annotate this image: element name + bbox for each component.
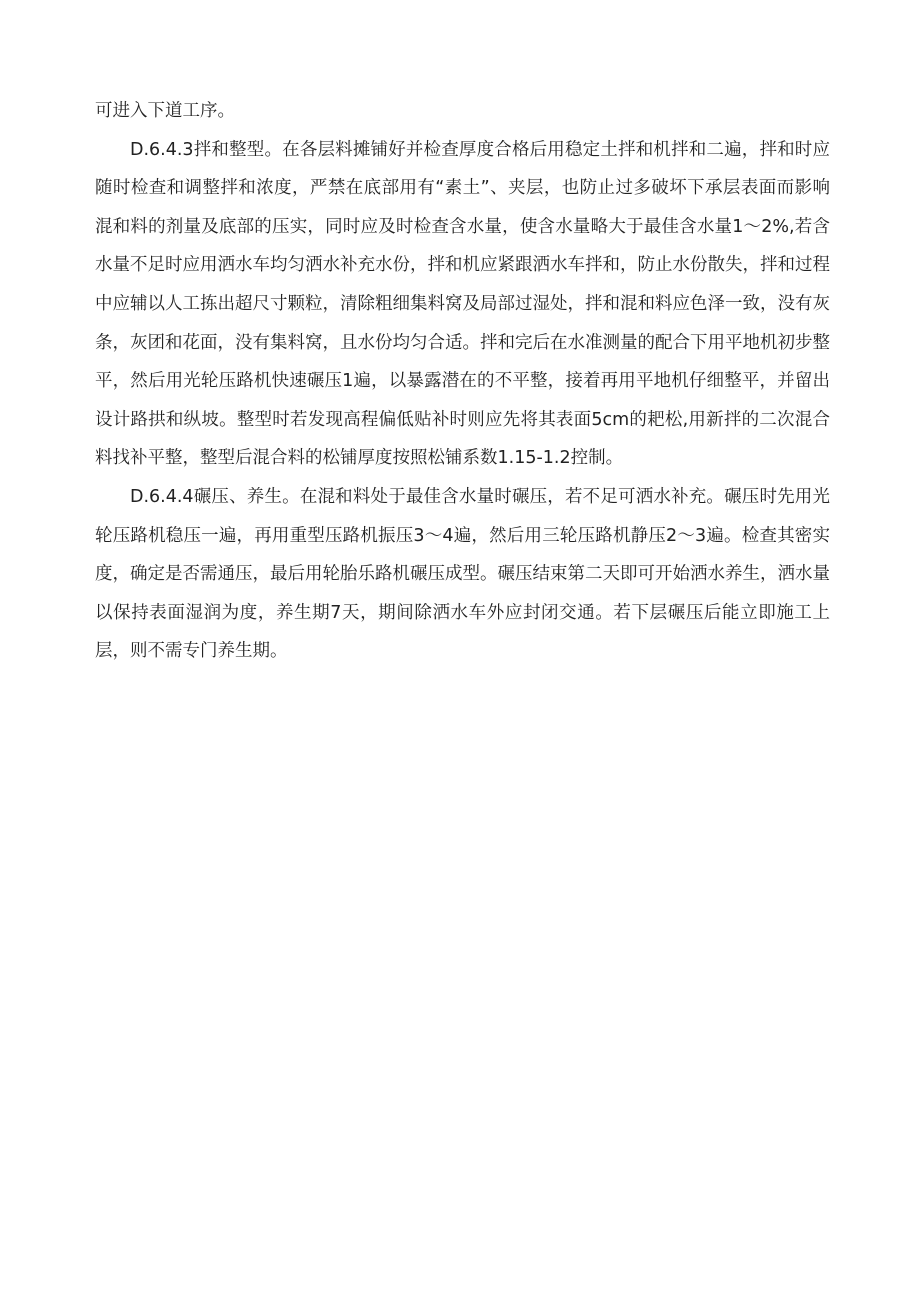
paragraph-d-6-4-4: D.6.4.4碾压、养生。在混和料处于最佳含水量时碾压，若不足可洒水补充。碾压时先用光轮压路机稳压一遍，再用重型压路机振压3～4遍，然后用三轮压路机静压2～3遍。检查其密实度，确定是否需通压，最后用轮胎乐路机碾压成型。碾压结束第二天即可开始洒水养生，洒水量以保持表面湿润为度，养生期7天，期间除洒水车外应封闭交通。若下层碾压后能立即施工上层，则不需专门养生期。 <box>95 486 830 662</box>
paragraph-continuation: 可进入下道工序。 <box>95 101 235 121</box>
document-body <box>95 92 830 671</box>
paragraph-d-6-4-3: D.6.4.3拌和整型。在各层料摊铺好并检查厚度合格后用稳定土拌和机拌和二遍，拌和时应随时检查和调整拌和浓度，严禁在底部用有“素土”、夹层，也防止过多破坏下承层表面而影响混和料的剂量及底部的压实，同时应及时检查含水量，使含水量略大于最佳含水量1～2%,若含水量不足时应用洒水车均匀洒水补充水份，拌和机应紧跟洒水车拌和，防止水份散失，拌和过程中应辅以人工拣出超尺寸颗粒，清除粗细集料窝及局部过湿处，拌和混和料应色泽一致，没有灰条，灰团和花面，没有集料窝，且水份均匀合适。拌和完后在水准测量的配合下用平地机初步整平，然后用光轮压路机快速碾压1遍，以暴露潜在的不平整，接着再用平地机仔细整平，并留出设计路拱和纵坡。整型时若发现高程偏低贴补时则应先将其表面5cm的耙松,用新拌的二次混合料找补平整，整型后混合料的松铺厚度按照松铺系数1.15-1.2控制。 <box>95 139 830 469</box>
